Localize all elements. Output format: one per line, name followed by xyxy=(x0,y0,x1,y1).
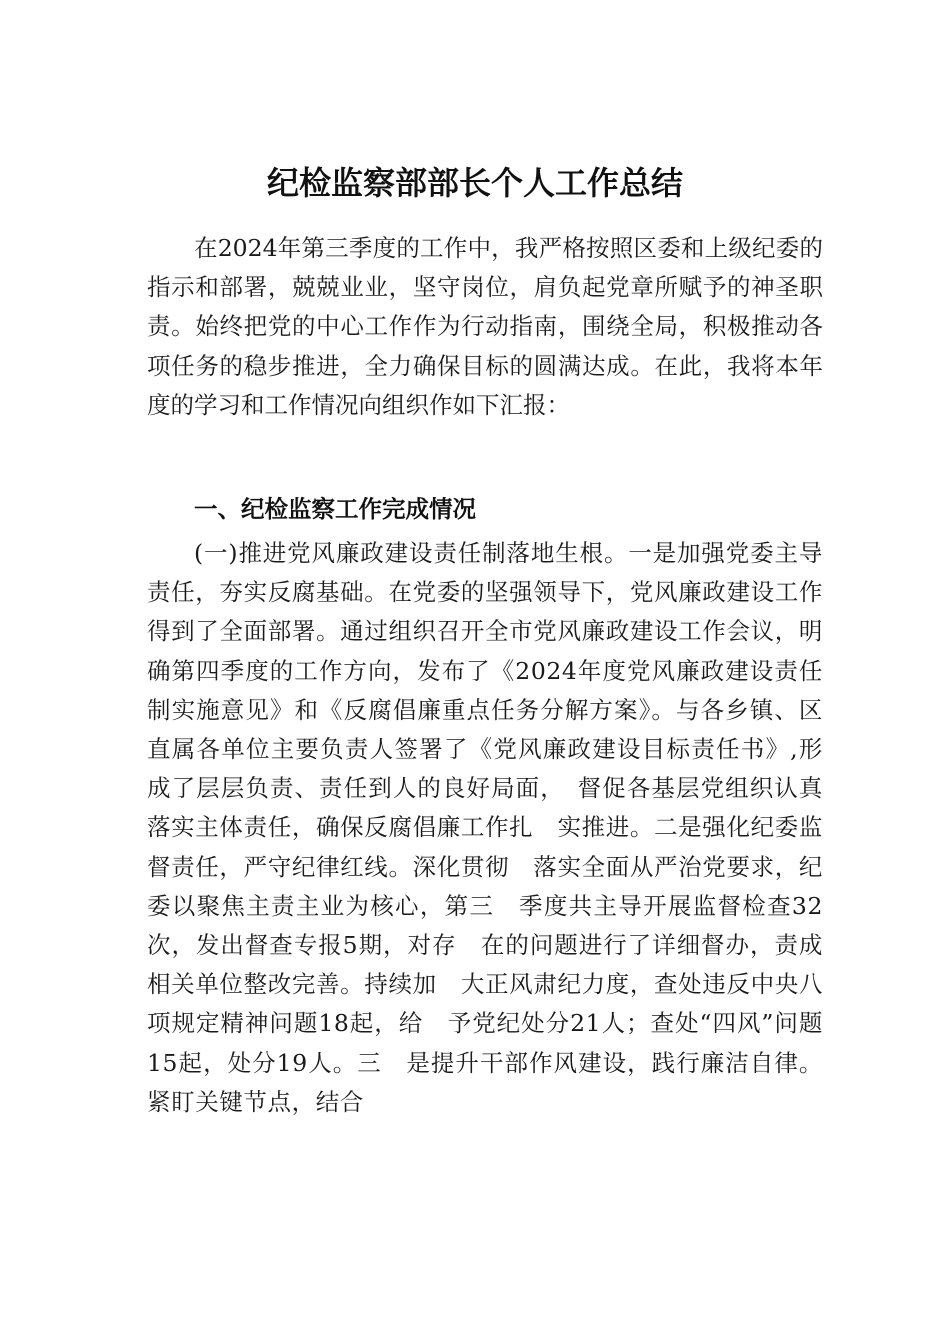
intro-section xyxy=(147,229,823,425)
document-title: 纪检监察部部长个人工作总结 xyxy=(266,164,683,202)
intro-paragraph: 在2024年第三季度的工作中，我严格按照区委和上级纪委的指示和部署，兢兢业业，坚守岗位，肩负起党章所赋予的神圣职责。始终把党的中心工作作为行动指南，围绕全局，积极推动各项任务的稳步推进，全力确保目标的圆满达成。在此，我将本年度的学习和工作情况向组织作如下汇报： xyxy=(147,234,823,419)
section-heading: 一、纪检监察工作完成情况 xyxy=(194,495,476,523)
section-body xyxy=(147,534,823,1122)
section-paragraph: (一)推进党风廉政建设责任制落地生根。一是加强党委主导责任，夯实反腐基础。在党委的坚强领导下，党风廉政建设工作得到了全面部署。通过组织召开全市党风廉政建设工作会议，明确第四季度的工作方向，发布了《2024年度党风廉政建设责任制实施意见》和《反腐倡廉重点任务分解方案》。与各乡镇、区直属各单位主要负责人签署了《党风廉政建设目标责任书》,形成了层层负责、责任到人的良好局面， 督促各基层党组织认真落实主体责任，确保反腐倡廉工作扎 实推进。二是强化纪委监督责任，严守纪律红线。深化贯彻 落实全面从严治党要求，纪委以聚焦主责主业为核心，第三 季度共主导开展监督检查32次，发出督查专报5期，对存 在的问题进行了详细督办，责成相关单位整改完善。持续加 大正风肃纪力度，查处违反中央八项规定精神问题18起，给 予党纪处分21人；查处“四风”问题15起，处分19人。三 是提升干部作风建设，践行廉洁自律。紧盯关键节点，结合 xyxy=(147,539,823,1116)
